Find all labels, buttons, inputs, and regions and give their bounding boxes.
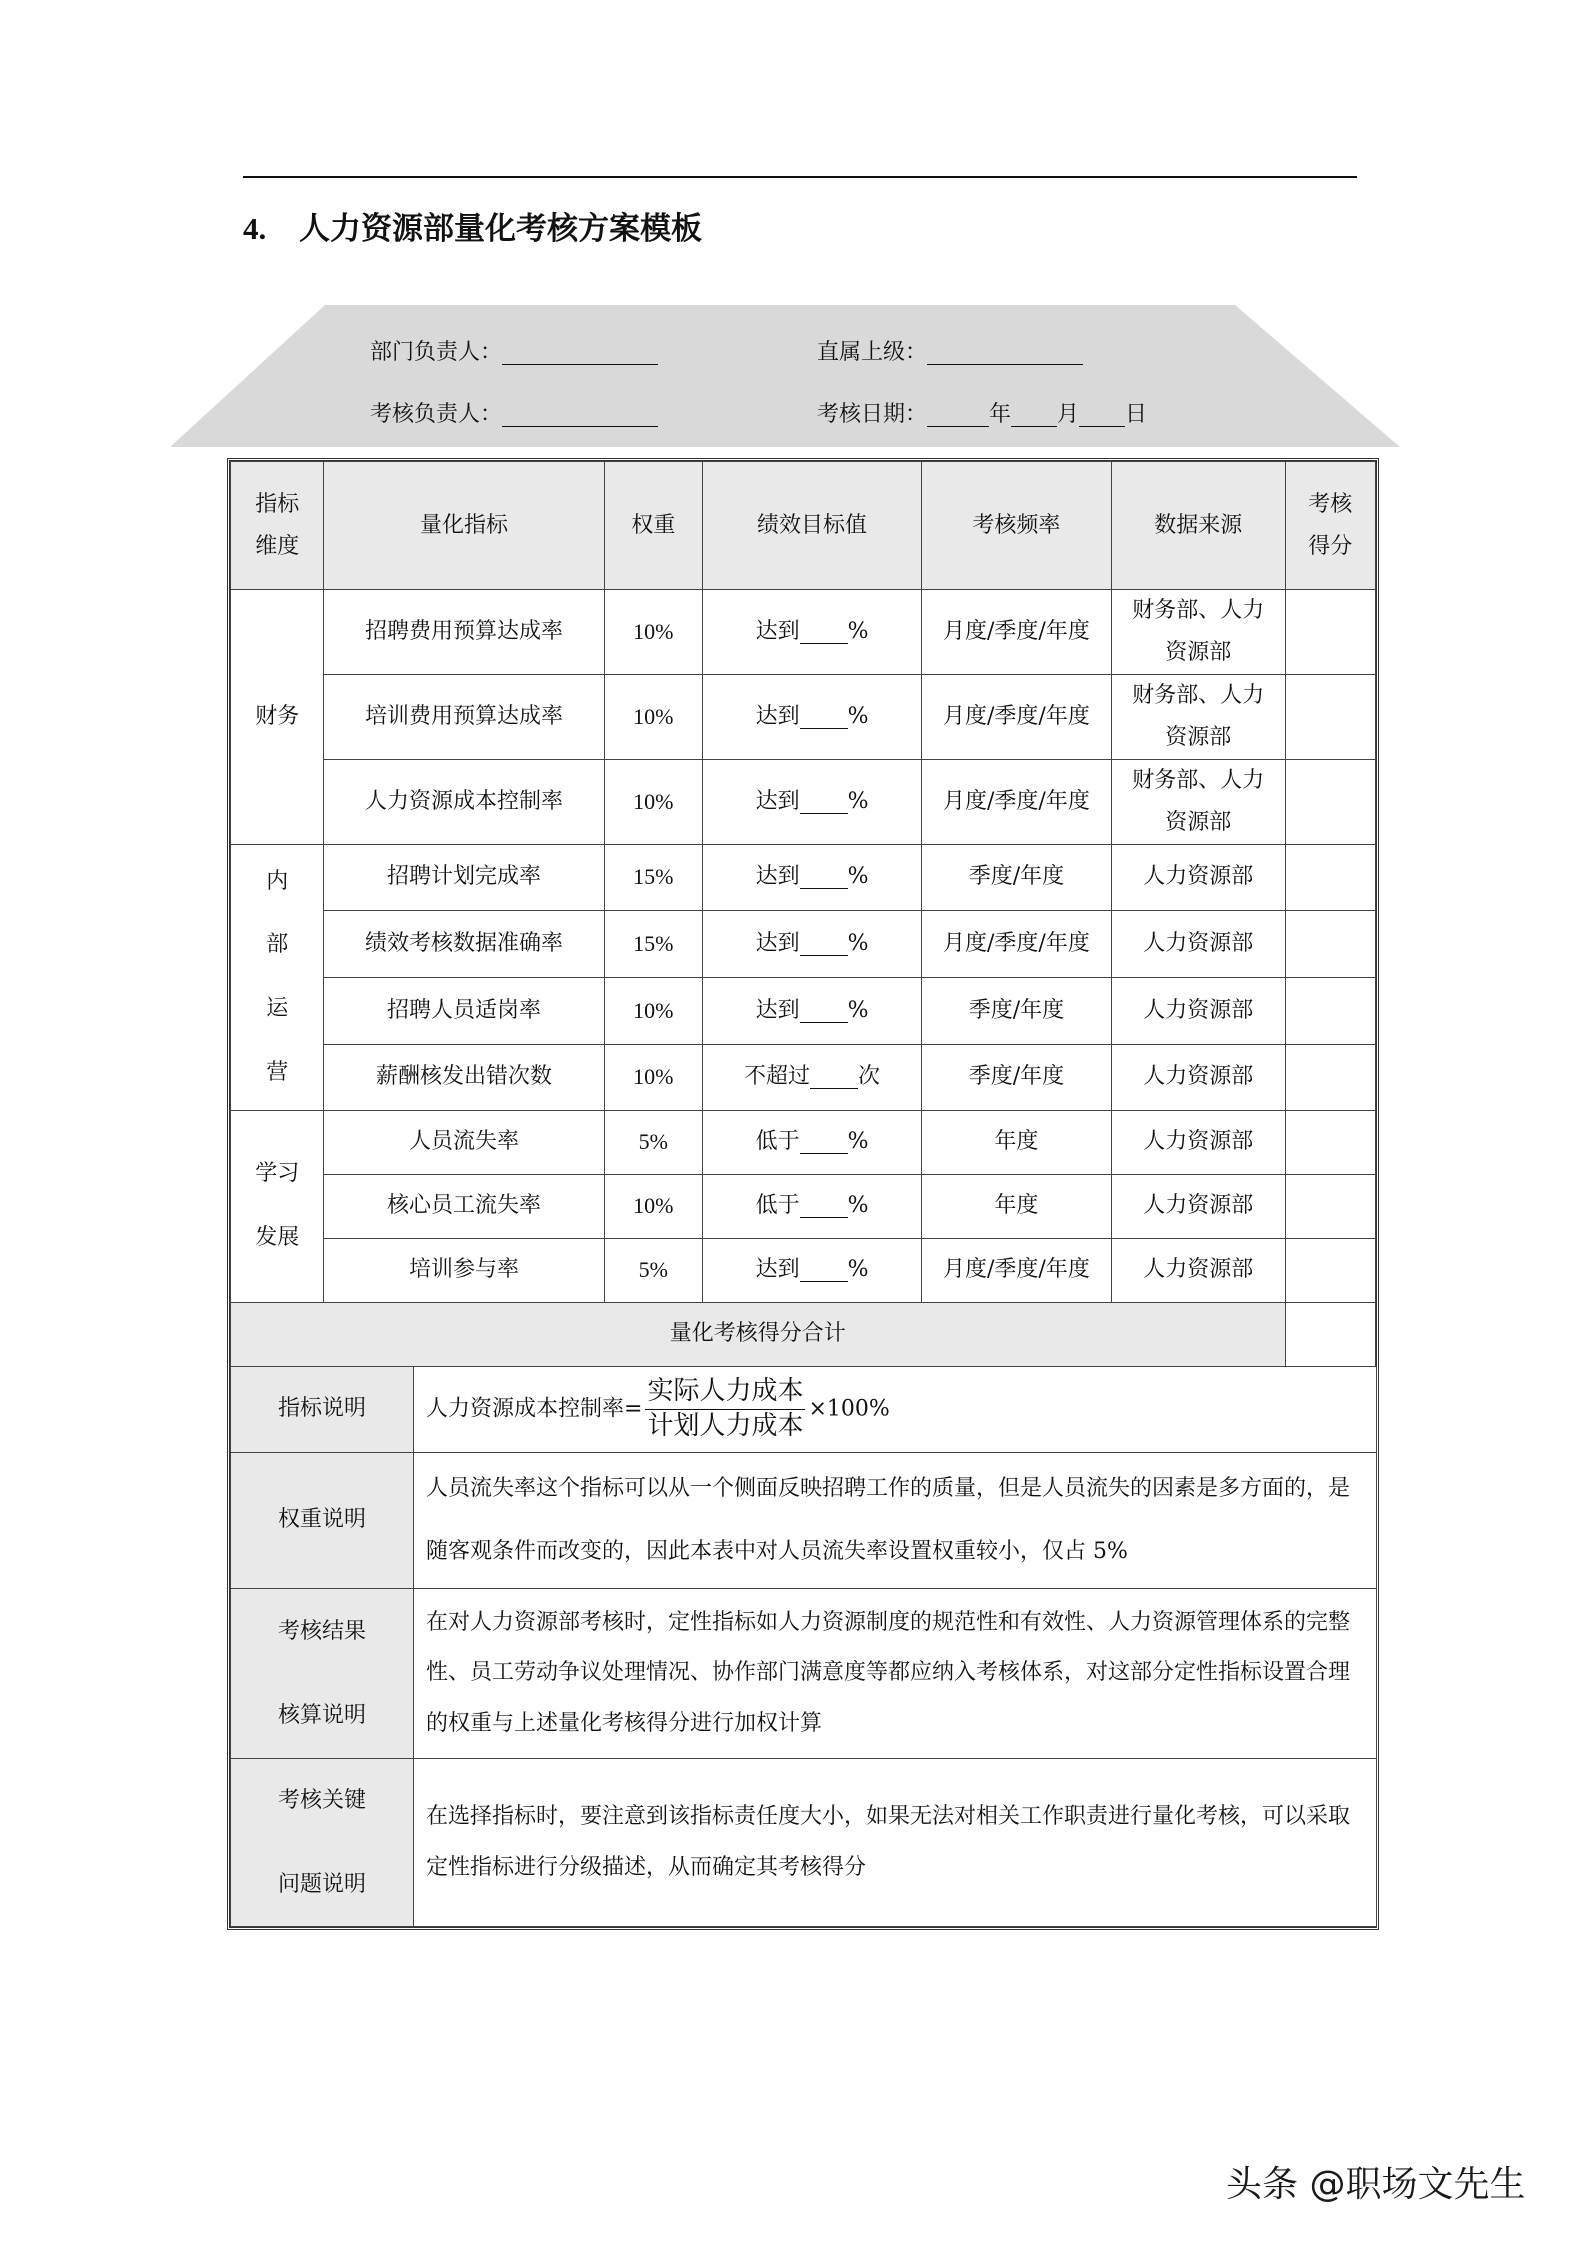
frequency-cell: 季度/年度	[922, 1044, 1112, 1110]
score-cell[interactable]	[1285, 1110, 1375, 1174]
source-cell: 人力资源部	[1111, 1174, 1285, 1238]
day-blank[interactable]	[1079, 400, 1125, 427]
weight-cell: 10%	[604, 1174, 702, 1238]
result-note-label-line1: 考核结果	[277, 1619, 366, 1645]
weight-cell: 5%	[604, 1110, 702, 1174]
target-suffix: %	[847, 864, 869, 890]
indicator-cell: 培训费用预算达成率	[324, 674, 604, 759]
header-score-line1: 考核	[1308, 491, 1353, 517]
section-number: 4.	[243, 211, 267, 246]
indicator-cell: 招聘费用预算达成率	[324, 590, 604, 675]
score-cell[interactable]	[1285, 910, 1375, 977]
weight-cell: 10%	[604, 1044, 702, 1110]
target-cell	[703, 1110, 922, 1174]
source-line1: 财务部、人力	[1132, 598, 1265, 623]
target-blank[interactable]	[800, 1257, 848, 1282]
target-prefix: 达到	[755, 788, 800, 814]
source-cell	[1111, 759, 1285, 844]
result-note-label	[231, 1589, 414, 1759]
target-suffix: %	[847, 1193, 869, 1219]
target-prefix: 达到	[755, 618, 800, 644]
weight-cell: 10%	[604, 759, 702, 844]
target-prefix: 达到	[755, 930, 800, 956]
table-row	[231, 1174, 1376, 1238]
source-cell	[1111, 590, 1285, 675]
frequency-cell: 月度/季度/年度	[922, 759, 1112, 844]
target-prefix: 低于	[755, 1129, 800, 1155]
score-cell[interactable]	[1285, 1044, 1375, 1110]
table-row	[231, 759, 1376, 844]
target-suffix: %	[847, 997, 869, 1023]
reviewer-field	[370, 397, 658, 428]
header-dimension-line1: 指标	[255, 491, 300, 517]
header-weight: 权重	[604, 462, 702, 590]
indicator-cell: 绩效考核数据准确率	[324, 910, 604, 977]
top-rule	[243, 176, 1357, 178]
frequency-cell: 年度	[922, 1110, 1112, 1174]
frequency-cell: 季度/年度	[922, 844, 1112, 910]
result-note-label-line2: 核算说明	[277, 1702, 366, 1728]
target-cell	[703, 977, 922, 1044]
target-prefix: 达到	[755, 1257, 800, 1283]
target-cell	[703, 759, 922, 844]
header-indicator: 量化指标	[324, 462, 604, 590]
total-score-cell[interactable]	[1285, 1302, 1375, 1366]
assessment-table-frame	[227, 458, 1379, 1930]
weight-note-row	[231, 1452, 1377, 1589]
target-blank[interactable]	[800, 864, 848, 889]
group-char: 内	[266, 868, 289, 894]
section-heading	[243, 203, 702, 248]
group-char: 营	[266, 1059, 289, 1085]
frequency-cell: 月度/季度/年度	[922, 910, 1112, 977]
indicator-cell: 招聘计划完成率	[324, 844, 604, 910]
source-line2: 资源部	[1165, 639, 1232, 665]
header-dimension	[231, 462, 324, 590]
group-char: 部	[266, 932, 289, 958]
formula-suffix: ×100%	[808, 1396, 890, 1422]
target-prefix: 达到	[755, 864, 800, 890]
target-blank[interactable]	[800, 619, 848, 644]
indicator-note-label: 指标说明	[231, 1366, 414, 1452]
header-source: 数据来源	[1111, 462, 1285, 590]
target-blank[interactable]	[800, 1129, 848, 1154]
superior-blank[interactable]	[927, 338, 1083, 365]
target-prefix: 达到	[755, 703, 800, 729]
score-cell[interactable]	[1285, 590, 1375, 675]
source-cell: 人力资源部	[1111, 1044, 1285, 1110]
total-row	[231, 1302, 1376, 1366]
formula-numerator: 实际人力成本	[645, 1375, 805, 1410]
score-cell[interactable]	[1285, 759, 1375, 844]
target-cell	[703, 1174, 922, 1238]
day-label: 日	[1125, 402, 1148, 427]
watermark: 头条 @职场文先生	[1226, 2164, 1526, 2205]
key-note-row	[231, 1759, 1377, 1927]
signature-banner	[170, 305, 1400, 447]
dept-head-label: 部门负责人：	[370, 340, 503, 365]
key-note-label	[231, 1759, 414, 1927]
frequency-cell: 年度	[922, 1174, 1112, 1238]
target-prefix: 低于	[755, 1193, 800, 1219]
source-cell	[1111, 674, 1285, 759]
review-date-field	[817, 397, 1147, 428]
target-cell	[703, 1238, 922, 1302]
indicator-note-row	[231, 1366, 1377, 1452]
frequency-cell: 季度/年度	[922, 977, 1112, 1044]
weight-note-label: 权重说明	[231, 1452, 414, 1589]
target-prefix: 达到	[755, 997, 800, 1023]
formula-fraction	[645, 1375, 805, 1444]
table-row	[231, 1110, 1376, 1174]
frequency-cell: 月度/季度/年度	[922, 1238, 1112, 1302]
notes-table	[230, 1366, 1377, 1928]
year-blank[interactable]	[927, 400, 989, 427]
key-note-label-line2: 问题说明	[277, 1871, 366, 1897]
dept-head-field	[370, 335, 658, 366]
source-line2: 资源部	[1165, 809, 1232, 835]
indicator-cell: 招聘人员适岗率	[324, 977, 604, 1044]
weight-cell: 15%	[604, 910, 702, 977]
source-line1: 财务部、人力	[1132, 767, 1265, 793]
group-internal-ops	[231, 844, 324, 1110]
key-note-text: 在选择指标时，要注意到该指标责任度大小，如果无法对相关工作职责进行量化考核，可以采取定性指标进行分级描述，从而确定其考核得分	[414, 1759, 1377, 1927]
indicator-note-formula	[414, 1366, 1377, 1452]
group-learning	[231, 1110, 324, 1302]
group-line1: 学习	[255, 1161, 300, 1187]
group-char: 运	[266, 996, 289, 1022]
target-suffix: %	[847, 703, 869, 729]
result-note-row	[231, 1589, 1377, 1759]
weight-cell: 10%	[604, 590, 702, 675]
group-finance: 财务	[231, 590, 324, 845]
target-blank[interactable]	[800, 704, 848, 729]
source-line1: 财务部、人力	[1132, 682, 1265, 708]
total-label: 量化考核得分合计	[231, 1302, 1286, 1366]
target-blank[interactable]	[800, 931, 848, 956]
superior-field	[817, 335, 1083, 366]
review-date-label: 考核日期：	[817, 402, 928, 427]
frequency-cell: 月度/季度/年度	[922, 674, 1112, 759]
score-cell[interactable]	[1285, 674, 1375, 759]
indicator-cell: 人力资源成本控制率	[324, 759, 604, 844]
dept-head-blank[interactable]	[502, 338, 658, 365]
header-dimension-line2: 维度	[255, 533, 300, 559]
target-blank[interactable]	[800, 789, 848, 814]
weight-cell: 10%	[604, 977, 702, 1044]
indicator-cell: 人员流失率	[324, 1110, 604, 1174]
header-target: 绩效目标值	[703, 462, 922, 590]
weight-cell: 10%	[604, 674, 702, 759]
year-label: 年	[989, 402, 1012, 427]
indicator-cell: 培训参与率	[324, 1238, 604, 1302]
indicator-cell: 薪酬核发出错次数	[324, 1044, 604, 1110]
source-cell: 人力资源部	[1111, 910, 1285, 977]
target-blank[interactable]	[800, 1193, 848, 1218]
header-score	[1285, 462, 1375, 590]
source-cell: 人力资源部	[1111, 977, 1285, 1044]
header-score-line2: 得分	[1308, 533, 1353, 559]
table-row	[231, 1044, 1376, 1110]
reviewer-blank[interactable]	[502, 400, 658, 427]
source-line2: 资源部	[1165, 724, 1232, 750]
target-suffix: %	[847, 1257, 869, 1283]
table-row	[231, 977, 1376, 1044]
superior-label: 直属上级：	[817, 340, 928, 365]
source-cell: 人力资源部	[1111, 844, 1285, 910]
weight-cell: 15%	[604, 844, 702, 910]
target-suffix: %	[847, 1129, 869, 1155]
weight-cell: 5%	[604, 1238, 702, 1302]
banner-shape	[170, 305, 1400, 447]
source-cell: 人力资源部	[1111, 1238, 1285, 1302]
target-cell	[703, 1044, 922, 1110]
score-cell[interactable]	[1285, 977, 1375, 1044]
table-row	[231, 674, 1376, 759]
target-cell	[703, 590, 922, 675]
source-cell: 人力资源部	[1111, 1110, 1285, 1174]
table-row	[231, 1238, 1376, 1302]
target-cell	[703, 674, 922, 759]
target-suffix: %	[847, 930, 869, 956]
target-prefix: 不超过	[744, 1064, 811, 1090]
month-blank[interactable]	[1011, 400, 1057, 427]
score-cell[interactable]	[1285, 1238, 1375, 1302]
frequency-cell: 月度/季度/年度	[922, 590, 1112, 675]
target-suffix: 次	[858, 1064, 881, 1090]
result-note-text: 在对人力资源部考核时，定性指标如人力资源制度的规范性和有效性、人力资源管理体系的完整性、员工劳动争议处理情况、协作部门满意度等都应纳入考核体系，对这部分定性指标设置合理的权重与上述量化考核得分进行加权计算	[414, 1589, 1377, 1759]
target-cell	[703, 844, 922, 910]
key-note-label-line1: 考核关键	[277, 1788, 366, 1814]
formula-denominator: 计划人力成本	[647, 1410, 804, 1441]
formula-prefix: 人力资源成本控制率=	[426, 1396, 643, 1422]
section-title: 人力资源部量化考核方案模板	[299, 211, 702, 247]
header-frequency: 考核频率	[922, 462, 1112, 590]
assessment-table	[230, 461, 1376, 1367]
indicator-cell: 核心员工流失率	[324, 1174, 604, 1238]
group-line2: 发展	[255, 1225, 300, 1251]
weight-note-text: 人员流失率这个指标可以从一个侧面反映招聘工作的质量，但是人员流失的因素是多方面的，是随客观条件而改变的，因此本表中对人员流失率设置权重较小，仅占 5%	[414, 1452, 1377, 1589]
table-row	[231, 590, 1376, 675]
target-blank[interactable]	[800, 998, 848, 1023]
month-label: 月	[1057, 402, 1080, 427]
target-cell	[703, 910, 922, 977]
score-cell[interactable]	[1285, 1174, 1375, 1238]
reviewer-label: 考核负责人：	[370, 402, 503, 427]
target-suffix: %	[847, 788, 869, 814]
target-suffix: %	[847, 618, 869, 644]
target-blank[interactable]	[810, 1064, 858, 1089]
score-cell[interactable]	[1285, 844, 1375, 910]
table-row	[231, 844, 1376, 910]
table-header-row	[231, 462, 1376, 590]
table-row	[231, 910, 1376, 977]
